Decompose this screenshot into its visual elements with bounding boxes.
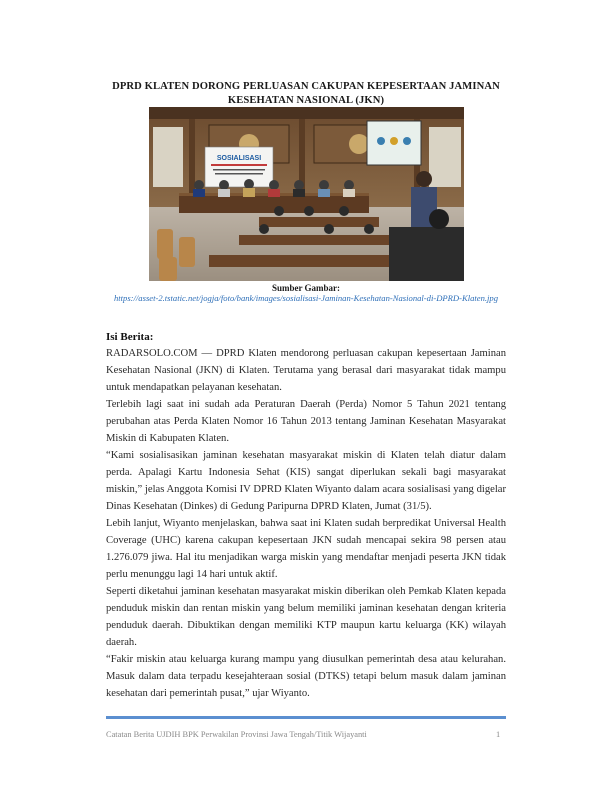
footer-rule [106, 716, 506, 719]
article-body [106, 345, 506, 702]
paragraph: Terlebih lagi saat ini sudah ada Peraturan Daerah (Perda) Nomor 5 Tahun 2021 tentang perubahan atas Perda Klaten Nomor 16 Tahun 2013 tentang Jaminan Kesehatan Masyarakat Miskin di Kabupaten Klaten. [106, 399, 506, 444]
banner-title: SOSIALISASI [216, 155, 262, 162]
footer-text: Catatan Berita UJDIH BPK Perwakilan Provinsi Jawa Tengah/Titik Wijayanti [106, 730, 367, 739]
section-heading: Isi Berita: [106, 331, 154, 343]
paragraph: Seperti diketahui jaminan kesehatan masyarakat miskin diberikan oleh Pemkab Klaten kepada penduduk miskin dan rentan miskin yang belum memiliki jaminan kesehatan dengan kriteria penduduk daerah. Dibuktikan dengan memiliki KTP maupun kartu keluarga (KK) wilayah daerah. [106, 586, 506, 648]
paragraph: Lebih lanjut, Wiyanto menjelaskan, bahwa saat ini Klaten sudah berpredikat Universal Health Coverage (UHC) karena cakupan kepesertaan JKN sudah mencapai sekira 98 persen atau 1.276.079 jiwa. Hal itu menjadikan warga miskin yang mendaftar menjadi peserta JKN tidak perlu menunggu lagi 14 hari untuk aktif. [106, 518, 506, 580]
article-photo [149, 107, 464, 281]
page-number: 1 [496, 730, 501, 739]
paragraph: RADARSOLO.COM — DPRD Klaten mendorong perluasan cakupan kepesertaan Jaminan Kesehatan Nasional (JKN) di Klaten. Terutama yang berasal dari masyarakat tidak mampu untuk mendapatkan pelayanan kesehatan. [106, 348, 506, 393]
paragraph: “Kami sosialisasikan jaminan kesehatan masyarakat miskin di Klaten telah diatur dalam perda. Apalagi Kartu Indonesia Sehat (KIS) sangat diperlukan sekali bagi masyarakat miskin,” jelas Anggota Komisi IV DPRD Klaten Wiyanto dalam acara sosialisasi yang digelar Dinas Kesehatan (Dinkes) di Gedung Paripurna DPRD Klaten, Jumat (31/5). [106, 450, 506, 512]
image-source-label: Sumber Gambar: [271, 283, 341, 293]
paragraph: “Fakir miskin atau keluarga kurang mampu yang diusulkan pemerintah desa atau kelurahan. Masuk dalam data terpadu kesejahteraan sosial (DTKS) tetapi belum masuk dalam jaminan kesehatan dari pemerintah pusat,” ujar Wiyanto. [106, 654, 506, 699]
article-title: DPRD KLATEN DORONG PERLUASAN CAKUPAN KEPESERTAAN JAMINAN KESEHATAN NASIONAL (JKN) [112, 81, 500, 106]
image-source-url[interactable]: https://asset-2.tstatic.net/jogja/foto/bank/images/sosialisasi-Jaminan-Kesehatan-Nasional-di-DPRD-Klaten.jpg [113, 293, 499, 303]
